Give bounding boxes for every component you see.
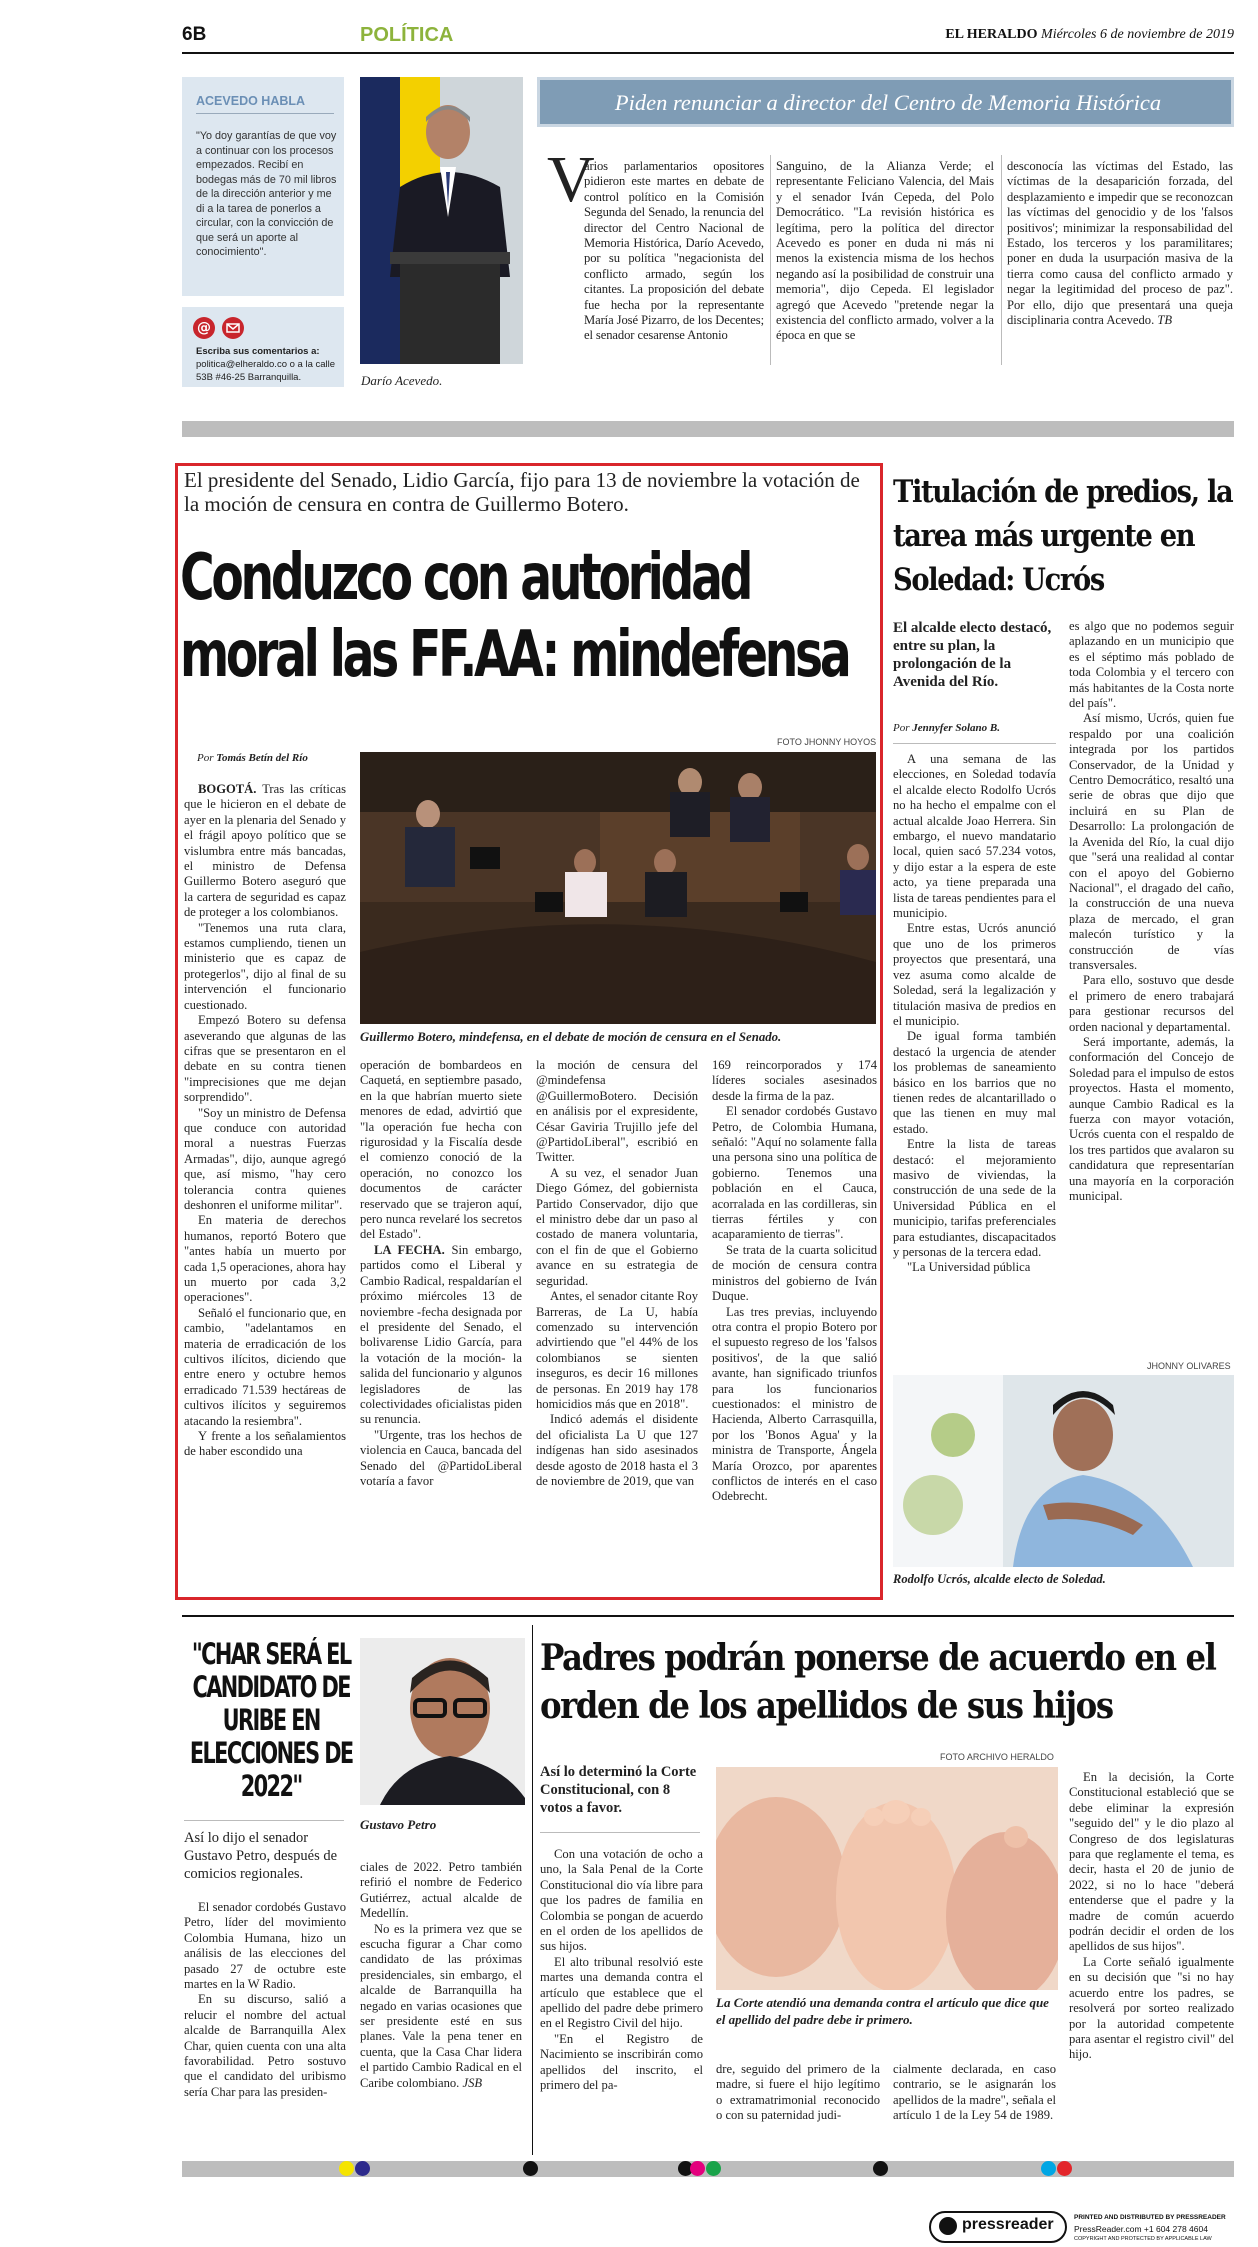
paragraph — [184, 921, 346, 1013]
acevedo-col3-text: desconocía las víctimas del Estado, las víctimas de la desaparición forzada, del desplazamiento e impedir que se reconozcan las víctimas del genocidio y de los 'falsos positivos'; minimizar la responsabilidad del Estado, los terceros y los paramilitares; poner en duda la usurpación masiva de la tierra como causa del conflicto armado y negar la legitimidad del proceso de paz". Por ello, dijo que presentará una queja disciplinaria contra Acevedo. — [1007, 159, 1233, 328]
padres-photo — [716, 1767, 1058, 1990]
paragraph-text: la moción de censura del @mindefensa @GuillermoBotero. Decisión en análisis por el expresidente, César Gaviria Trujillo jefe del @PartidoLiberal", escribió en Twitter. — [536, 1058, 698, 1165]
paragraph — [184, 1213, 346, 1305]
paragraph — [893, 1029, 1056, 1137]
pressreader-logo: pressreader — [962, 2216, 1054, 2233]
paragraph — [184, 782, 346, 921]
ucros-byline — [893, 722, 1000, 734]
petro-sign: JSB — [459, 2075, 483, 2090]
acevedo-photo — [360, 77, 523, 364]
paragraph — [893, 1260, 1056, 1275]
paragraph-text: Sin embargo, partidos como el Liberal y Cambio Radical, respaldarían el próximo miércoles 13 de noviembre -fecha designada por el presidente del Senado, el bolivarense Lidio García, para la votación de la moción- la salida del funcionario y algunos legisladores de las colectividades oficialistas piden su renuncia. — [360, 1242, 522, 1427]
paragraph — [184, 1900, 346, 1992]
botero-col-3 — [536, 1058, 698, 1489]
paragraph-text: Será importante, además, la conformación del Concejo de Soledad para el impulso de estos proyectos. Hasta el momento, aunque Cambio Radical es la fuerza con mayor votación, Ucrós cuenta con el respaldo de los tres partidos que avalaron su candidatura que representarían una mayoría en la corporación municipal. — [1069, 1034, 1234, 1204]
padres-headline: Padres podrán ponerse de acuerdo en el orden de los apellidos de sus hijos — [540, 1637, 1216, 1727]
registration-dot-magenta — [690, 2161, 705, 2176]
registration-dot-red — [1057, 2161, 1072, 2176]
paragraph — [184, 1429, 346, 1460]
paragraph — [1069, 711, 1234, 973]
paragraph — [712, 1058, 877, 1104]
registration-dot-blue — [355, 2161, 370, 2176]
botero-kicker: El presidente del Senado, Lidio García, fijo para 13 de noviembre la votación de la moción de censura en contra de Guillermo Botero. — [184, 468, 860, 516]
ucros-byline-name: Jennyfer Solano B. — [912, 722, 1000, 734]
paragraph — [540, 1955, 703, 2032]
paragraph — [1069, 973, 1234, 1035]
paragraph — [184, 1306, 346, 1429]
petro-col-2 — [360, 1860, 522, 2091]
botero-headline: Conduzco con autoridad moral las FF.AA: mindefensa — [180, 541, 849, 692]
registration-dot-black-3 — [873, 2161, 888, 2176]
issue-date: Miércoles 6 de noviembre de 2019 — [1041, 27, 1234, 42]
paragraph-lead: BOGOTÁ. — [198, 782, 263, 796]
paragraph — [360, 1922, 522, 2091]
petro-col-1 — [184, 1900, 346, 2100]
paragraph — [893, 921, 1056, 1029]
paragraph — [536, 1166, 698, 1289]
paragraph-text: 169 reincorporados y 174 líderes sociales asesinados desde la firma de la paz. — [712, 1058, 877, 1103]
mid-rule — [182, 1615, 1234, 1617]
petro-quote: "CHAR SERÁ EL CANDIDATO DE URIBE EN ELECCIONES DE 2022" — [189, 1637, 353, 1803]
acevedo-col-1 — [540, 159, 764, 344]
petro-caption: Gustavo Petro — [360, 1817, 437, 1832]
paragraph-text: Empezó Botero su defensa aseverando que algunas de las cifras que se presentaron en el debate en su contra tienen "imprecisiones que me dejan sorprendido". — [184, 1013, 346, 1105]
paragraph-text: El senador cordobés Gustavo Petro, de Colombia Humana, señaló: "Aquí no solamente falla una persona sino una política de gobierno. Tenemos una población en el Cauca, acorralada en las cordilleras, sin tierras fértiles y con acaparamiento de tierras". — [712, 1104, 877, 1242]
acevedo-col1-text: arios parlamentarios opositores pidieron este martes en debate de control político en la Comisión Segunda del Senado, la renuncia del director del Centro Nacional de Memoria Histórica, Darío Acevedo, por su política "negacionista del conflicto armado, según los citantes. La proposición del debate fue hecha por la representante María José Pizarro, de los Decentes; el senador cesarense Antonio — [584, 159, 764, 343]
ucros-deck-rule — [893, 743, 1056, 744]
paragraph — [184, 1106, 346, 1214]
botero-byline-name: Tomás Betín del Río — [216, 752, 308, 764]
paragraph — [184, 1992, 346, 2100]
paragraph — [1069, 1035, 1234, 1204]
paragraph-text: es algo que no podemos seguir aplazando en un municipio que es el séptimo más poblado de toda Colombia y el tercero con más habitantes de la Costa norte del país". — [1069, 619, 1234, 711]
paragraph-text: Con una votación de ocho a uno, la Sala Penal de la Corte Constitucional dio vía libre para que los padres de familia en Colombia se pongan de acuerdo en el orden de los apellidos de sus hijos. — [540, 1847, 703, 1954]
paragraph-text: operación de bombardeos en Caquetá, en septiembre pasado, en la que habrían muerto siete menores de edad, advirtió que "la operación fue hecha con rigurosidad y la Fiscalía desde el comienzo conoció de la operación, no conozco los documentos de carácter reservado que se trajeron aquí, pero nunca revelaré los secretos del Estado". — [360, 1058, 522, 1242]
top-gray-bar — [182, 421, 1234, 437]
petro-deck-rule — [184, 1820, 344, 1821]
header-rule — [182, 52, 1234, 54]
sidebar-quote: "Yo doy garantías de que voy a continuar con los procesos empezados. Recibí en bodegas más de 70 mil libros de la dirección anterior y me di a la tarea de ponerlos a circular, con la convicción de que será un aporte al conocimiento". — [196, 130, 337, 258]
paragraph — [1069, 1955, 1234, 2063]
ucros-byline-by: Por — [893, 722, 910, 734]
paragraph-text: "Tenemos una ruta clara, estamos cumpliendo, tienen un ministerio que es capaz de protegerlos", dijo al final de su intervención el funcionario cuestionado. — [184, 920, 346, 1012]
paragraph-text: Tras las críticas que le hicieron en el debate de ayer en la plenaria del Senado y el frágil apoyo político que se vislumbra entre más bancadas, el ministro de Defensa Guillermo Botero aseguró que la cartera de seguridad es capaz de proteger a los colombianos. — [184, 782, 346, 920]
paragraph-text: Antes, el senador citante Roy Barreras, de La U, había comenzado su intervención advirtiendo que "el 44% de los colombianos se sienten inseguros, es decir 16 millones de personas. En 2019 hay 178 homicidios más que en 2018". — [536, 1289, 698, 1411]
paragraph — [536, 1412, 698, 1489]
page-number: 6B — [182, 24, 207, 45]
padres-col-2 — [716, 2062, 880, 2124]
paragraph — [893, 752, 1056, 921]
ucros-caption: Rodolfo Ucrós, alcalde electo de Soledad. — [893, 1572, 1106, 1586]
acevedo-sign: TB — [1157, 313, 1173, 328]
registration-dot-cyan — [1041, 2161, 1056, 2176]
paragraph — [712, 1243, 877, 1305]
at-icon[interactable]: @ — [193, 317, 215, 339]
paragraph-text: dre, seguido del primero de la madre, si fuere el hijo legítimo o extramatrimonial reconocido o con su paternidad judi- — [716, 2062, 880, 2123]
paragraph — [712, 1104, 877, 1243]
padres-deck-rule — [540, 1832, 700, 1833]
paragraph-text: A una semana de las elecciones, en Soledad todavía el alcalde electo Rodolfo Ucrós no ha hecho el empalme con el actual alcalde Joao Herrera. Sin embargo, el nuevo mandatario local, quien sacó 57.234 votos, y dijo estar a la espera de este acto, ya tiene preparada una lista de tareas pendientes para el municipio. — [893, 752, 1056, 921]
paragraph-text: Y frente a los señalamientos de haber escondido una — [184, 1429, 346, 1459]
pressreader-line1: PRINTED AND DISTRIBUTED BY PRESSREADER — [1074, 2214, 1226, 2221]
paragraph — [893, 1137, 1056, 1260]
acevedo-col-rule-2 — [1001, 155, 1002, 365]
padres-caption: La Corte atendió una demanda contra el artículo que dice que el apellido del padre debe ir primero. — [716, 1995, 1049, 2027]
paragraph-text: "Urgente, tras los hechos de violencia en Cauca, bancada del Senado del @PartidoLiberal votaría a favor — [360, 1427, 522, 1488]
acevedo-col-3 — [1007, 159, 1233, 328]
botero-byline — [197, 752, 308, 764]
paragraph — [716, 2062, 880, 2124]
pressreader-line2: PressReader.com +1 604 278 4604 — [1074, 2224, 1208, 2234]
paragraph-text: Entre estas, Ucrós anunció que uno de los primeros proyectos que presentará, una vez asuma como alcalde de Soledad, será la legalización y titulación masiva de predios en el municipio. — [893, 921, 1056, 1028]
paragraph-text: "Soy un ministro de Defensa que conduce con autoridad moral a nuestras Fuerzas Armadas", dijo, aunque agregó que, así mismo, "hay cero tolerancia contra quienes deshonren el uniforme militar". — [184, 1105, 346, 1212]
paragraph — [540, 2032, 703, 2094]
paragraph-text: El alto tribunal resolvió este martes una demanda contra el artículo que establece que el apellido del padre debe primero en el Registro Civil del hijo. — [540, 1954, 703, 2031]
paragraph — [1069, 619, 1234, 711]
paper-name: EL HERALDO — [945, 27, 1038, 42]
paragraph — [360, 1428, 522, 1490]
ucros-deck: El alcalde electo destacó, entre su plan, la prolongación de la Avenida del Río. — [893, 620, 1052, 690]
contact-label: Escriba sus comentarios a: — [196, 346, 320, 357]
acevedo-headline: Piden renunciar a director del Centro de Memoria Histórica — [614, 90, 1162, 115]
ucros-photo-credit: JHONNY OLIVARES — [1147, 1361, 1231, 1371]
ucros-col-1 — [893, 752, 1056, 1276]
petro-photo — [360, 1638, 525, 1805]
ucros-photo — [893, 1375, 1234, 1567]
paragraph — [360, 1058, 522, 1243]
paragraph-text: No es la primera vez que se escucha figurar a Char como candidato de las próximas presidenciales, sin embargo, el alcalde de Barranquilla ha negado en varias ocasiones que ser presidente esté en sus planes. Vale la pena tener en cuenta, que la Casa Char lidera el partido Cambio Radical en el Caribe colombiano. — [360, 1921, 522, 2090]
padres-col-1 — [540, 1847, 703, 2094]
botero-caption: Guillermo Botero, mindefensa, en el debate de moción de censura en el Senado. — [360, 1030, 782, 1044]
acevedo-col-rule-1 — [770, 155, 771, 365]
acevedo-dropcap: V — [547, 143, 595, 216]
acevedo-col-2 — [776, 159, 994, 344]
paragraph-lead: LA FECHA. — [374, 1242, 452, 1257]
padres-deck: Así lo determinó la Corte Constitucional, con 8 votos a favor. — [540, 1764, 697, 1816]
paragraph-text: Las tres previas, incluyendo otra contra el propio Botero por el supuesto regreso de los 'falsos positivos', de la que salió avante, han significado triunfos para los funcionarios cuestionados: el ministro de Hacienda, Alberto Carrasquilla, por los 'Bonos Agua' y la ministra de Transporte, Ángela María Orozco, por aparentes conflictos de interés en el caso Odebrecht. — [712, 1304, 877, 1504]
paragraph-text: En materia de derechos humanos, reportó Botero que "antes había un muerto por cada 1,5 operaciones, ahora hay un muerto por cada 3,2 operaciones". — [184, 1213, 346, 1305]
ucros-headline: Titulación de predios, la tarea más urgente en Soledad: Ucrós — [893, 474, 1233, 598]
petro-deck: Así lo dijo el senador Gustavo Petro, después de comicios regionales. — [184, 1830, 338, 1882]
sidebar-rule — [196, 113, 334, 114]
masthead — [914, 27, 1234, 43]
acevedo-caption: Darío Acevedo. — [361, 373, 443, 388]
paragraph-text: A su vez, el senador Juan Diego Gómez, del gobiernista Partido Conservador, dijo que el ministro debe dar un paso al costado de manera voluntaria, con el fin de que el Gobierno avance en su estrategia de seguridad. — [536, 1165, 698, 1288]
registration-dot-yellow — [339, 2161, 354, 2176]
paragraph — [360, 1860, 522, 1922]
ucros-col-2 — [1069, 619, 1234, 1204]
paragraph-text: "En el Registro de Nacimiento se inscribirán como apellidos del inscrito, el primero del pa- — [540, 2031, 703, 2093]
botero-photo-credit: FOTO JHONNY HOYOS — [777, 737, 877, 747]
registration-dot-black-1 — [523, 2161, 538, 2176]
registration-dot-green — [706, 2161, 721, 2176]
paragraph-text: De igual forma también destacó la urgencia de atender los problemas de saneamiento básico en los barrios que no tienen redes de alcantarillado o que las tienen en muy mal estado. — [893, 1029, 1056, 1136]
paragraph-text: En su discurso, salió a relucir el nombre del actual alcalde de Barranquilla Alex Char, quien cuenta con una alta favorabilidad. Petro sostuvo que el candidato del uribismo sería Char para las presiden- — [184, 1992, 346, 2099]
acevedo-col2-text: Sanguino, de la Alianza Verde; el representante Feliciano Valencia, del Mais y el senador Iván Cepeda, del Polo Democrático. "La revisión histórica es legítima, pero la política del director Acevedo es poner en duda ni más ni menos la existencia misma de los hechos negando así la posibilidad de construir una memoria", dijo Cepeda. El legislador agregó que Acevedo "pretende negar la existencia del conflicto armado, volver a la época en que se — [776, 159, 994, 343]
mid-col-rule — [532, 1625, 533, 2155]
padres-col-4 — [1069, 1770, 1234, 2063]
contact-text: politica@elheraldo.co o a la calle 53B #46-25 Barranquilla. — [196, 359, 336, 383]
paragraph — [536, 1058, 698, 1166]
paragraph — [184, 1013, 346, 1105]
paragraph — [712, 1305, 877, 1505]
paragraph-text: Se trata de la cuarta solicitud de moción de censura contra ministros del gobierno de Iván Duque. — [712, 1242, 877, 1304]
pressreader-line3: COPYRIGHT AND PROTECTED BY APPLICABLE LAW — [1074, 2236, 1212, 2242]
sidebar-title: ACEVEDO HABLA — [196, 94, 306, 108]
paragraph-text: El senador cordobés Gustavo Petro, líder del movimiento Colombia Humana, hizo un análisis de las elecciones del pasado 27 de octubre este martes en la W Radio. — [184, 1900, 346, 1992]
paragraph — [1069, 1770, 1234, 1955]
paragraph-text: Indicó además el disidente del oficialista La U que 127 indígenas han sido asesinados desde agosto de 2018 hasta el 3 de noviembre de 2019, que van — [536, 1412, 698, 1488]
pressreader-icon — [939, 2217, 957, 2235]
paragraph-text: Señaló el funcionario que, en cambio, "adelantamos en materia de erradicación de los cultivos ilícitos, diciendo que entre enero y octubre hemos erradicado 71.539 hectáreas de cultivos ilícitos y seguiremos atacando la resiembra". — [184, 1305, 346, 1428]
paragraph — [540, 1847, 703, 1955]
paragraph-text: cialmente declarada, en caso contrario, se le asignarán los apellidos de la madre", señala el artículo 1 de la Ley 54 de 1989. — [893, 2062, 1056, 2123]
paragraph-text: Entre la lista de tareas destacó: el mejoramiento masivo de viviendas, la construcción de una sede de la Universidad Pública en el municipio, tarifas preferenciales para estudiantes, discapacitados y personas de la tercera edad. — [893, 1137, 1056, 1259]
paragraph — [360, 1243, 522, 1428]
paragraph-text: Para ello, sostuvo que desde el primero de enero trabajará para gestionar recursos del orden nacional y departamental. — [1069, 973, 1234, 1034]
botero-col-2 — [360, 1058, 522, 1489]
botero-photo — [360, 752, 876, 1024]
botero-byline-by: Por — [197, 752, 214, 764]
paragraph-text: Así mismo, Ucrós, quien fue respaldo por una coalición integrada por los partidos Conservador, de la Unidad y Centro Democrático, resaltó una serie de obras que dijo que incluirá en su Plan de Desarrollo: La prolongación de la Avenida del Río, la cual dijo que "será una realidad al contar con el apoyo del Gobierno Nacional", el dragado del caño, la construcción de una nueva plaza de mercado, el gran malecón turístico y la construcción de vías transversales. — [1069, 711, 1234, 972]
botero-col-4 — [712, 1058, 877, 1505]
paragraph-text: La Corte señaló igualmente en su decisión que "si no hay acuerdo entre los padres, se resolverá por sorteo realizado por la autoridad competente para asentar el registro civil" del hijo. — [1069, 1954, 1234, 2062]
paragraph — [536, 1289, 698, 1412]
padres-col-3 — [893, 2062, 1056, 2124]
paragraph-text: ciales de 2022. Petro también refirió el nombre de Federico Gutiérrez, actual alcalde de Medellín. — [360, 1860, 522, 1921]
paragraph-text: "La Universidad pública — [907, 1260, 1031, 1275]
section-name: POLÍTICA — [360, 24, 454, 46]
envelope-icon[interactable] — [222, 317, 244, 339]
paragraph — [893, 2062, 1056, 2124]
botero-col-1 — [184, 782, 346, 1460]
paragraph-text: En la decisión, la Corte Constitucional estableció que se debe eliminar la expresión "seguido del" y le dio plazo al Congreso de dos legislaturas para que reglamente el tema, es decir, hasta el 20 de junio de 2022, si no lo hace "deberá entenderse que el padre y la madre de común acuerdo podrán decidir el orden de los apellidos de sus hijos". — [1069, 1770, 1234, 1954]
padres-photo-credit: FOTO ARCHIVO HERALDO — [940, 1752, 1054, 1762]
